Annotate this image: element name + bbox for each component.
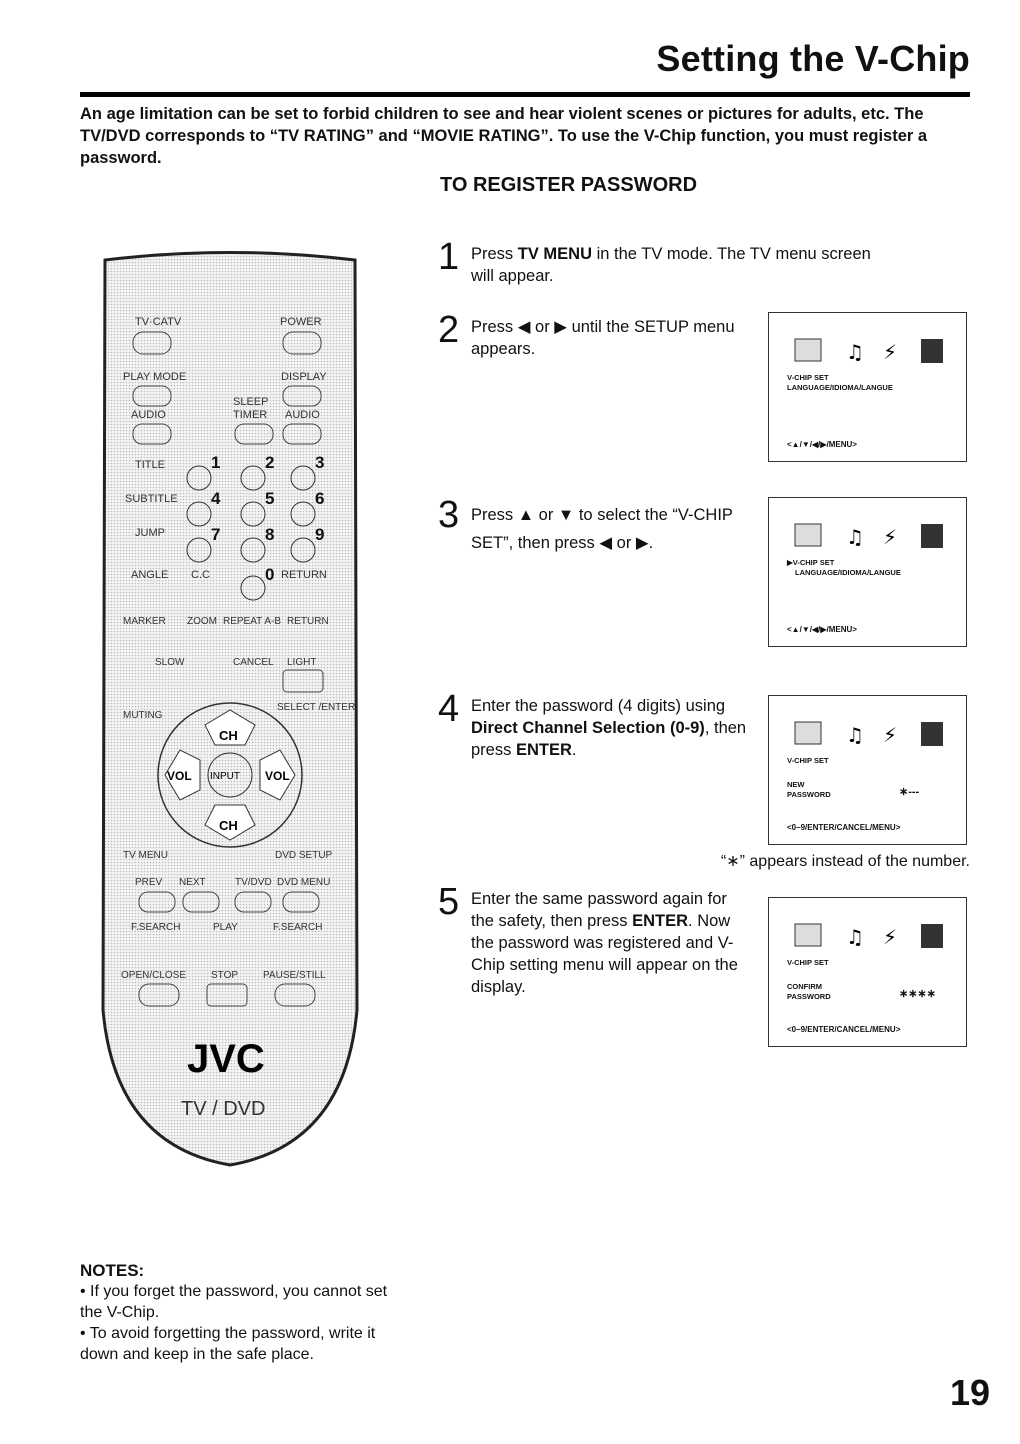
password-confirm-screen bbox=[768, 897, 967, 1047]
step-text: Press TV MENU in the TV mode. The TV menu screen will appear. bbox=[471, 245, 871, 285]
digit-3-label: 3 bbox=[315, 453, 325, 472]
remote-label-muting: MUTING bbox=[123, 710, 163, 721]
asterisk-note: “∗” appears instead of the number. bbox=[720, 853, 970, 870]
remote-label-dvdmenu: DVD MENU bbox=[277, 877, 331, 888]
music-note-icon: ♫ bbox=[846, 525, 864, 549]
remote-label-audio: AUDIO bbox=[131, 409, 166, 421]
digit-4-label: 4 bbox=[211, 489, 221, 508]
digit-5-label: 5 bbox=[265, 489, 275, 508]
remote-label-subtitle: SUBTITLE bbox=[125, 493, 178, 505]
remote-label-search-back: F.SEARCH bbox=[131, 922, 181, 933]
remote-label-audio2: AUDIO bbox=[285, 409, 320, 421]
setup-icon bbox=[921, 339, 943, 363]
menu-line: NEW bbox=[787, 780, 805, 789]
step-text: Enter the password (4 digits) using Direct Channel Selection (0-9), then press ENTER. bbox=[471, 697, 747, 759]
password-value: ∗∗∗∗ bbox=[899, 988, 936, 1000]
step-text: Enter the same password again for the safety, then press ENTER. Now the password was registered and V-Chip setting menu will appear on the display. bbox=[471, 890, 738, 996]
password-value: ∗--- bbox=[899, 786, 920, 798]
digit-8-label: 8 bbox=[265, 525, 275, 544]
digit-0-label: 0 bbox=[265, 565, 275, 584]
menu-line: ▶V-CHIP SET bbox=[787, 558, 835, 567]
step-number: 5 bbox=[438, 881, 460, 923]
step-number: 2 bbox=[438, 309, 460, 351]
remote-label-open: OPEN/CLOSE bbox=[121, 970, 187, 981]
digit-9-label: 9 bbox=[315, 525, 325, 544]
menu-icon-row bbox=[791, 918, 951, 952]
menu-icon-row bbox=[791, 518, 951, 552]
remote-brand-logo: JVC bbox=[187, 1037, 265, 1081]
remote-label-timer: TIMER bbox=[233, 409, 268, 421]
remote-label-return: RETURN bbox=[281, 569, 327, 581]
setup-icon bbox=[921, 722, 943, 746]
note-item: • To avoid forgetting the password, write it down and keep in the safe place. bbox=[80, 1325, 376, 1363]
remote-label-select: SELECT /ENTER bbox=[277, 702, 356, 713]
menu-icon-row bbox=[791, 716, 951, 750]
remote-control-illustration bbox=[95, 240, 365, 1170]
remote-label-marker: MARKER bbox=[123, 616, 166, 627]
picture-icon bbox=[795, 339, 821, 361]
remote-label-return2: RETURN bbox=[287, 616, 329, 627]
remote-label-playmode: PLAY MODE bbox=[123, 371, 187, 383]
menu-line: LANGUAGE/IDIOMA/LANGUE bbox=[795, 568, 901, 577]
picture-icon bbox=[795, 924, 821, 946]
remote-label-power: POWER bbox=[280, 316, 322, 328]
page-title: Setting the V-Chip bbox=[656, 38, 970, 79]
notes-heading: NOTES: bbox=[80, 1261, 145, 1280]
remote-label-slow: SLOW bbox=[155, 657, 185, 668]
menu-icon-row bbox=[791, 333, 951, 367]
setup-icon bbox=[921, 524, 943, 548]
menu-line: V-CHIP SET bbox=[787, 373, 829, 382]
remote-model-label: TV / DVD bbox=[181, 1098, 266, 1120]
antenna-icon: ⚡ bbox=[883, 340, 898, 364]
step-text: Press ▲ or ▼ to select the “V-CHIP SET”, then press ◀ or ▶. bbox=[471, 506, 733, 552]
setup-menu-screen-2 bbox=[768, 497, 967, 647]
remote-label-angle: ANGLE bbox=[131, 569, 169, 581]
menu-footer: <▲/▼/◀/▶/MENU> bbox=[787, 440, 857, 449]
remote-label-dvdsetup: DVD SETUP bbox=[275, 850, 333, 861]
notes-box bbox=[80, 1260, 400, 1365]
digit-2-label: 2 bbox=[265, 453, 275, 472]
antenna-icon: ⚡ bbox=[883, 525, 898, 549]
remote-label-tvdvd: TV/DVD bbox=[235, 877, 272, 888]
music-note-icon: ♫ bbox=[846, 340, 864, 364]
remote-label-sleep: SLEEP bbox=[233, 396, 269, 408]
step-number: 1 bbox=[438, 236, 460, 278]
remote-label-tvmenu: TV MENU bbox=[123, 850, 168, 861]
menu-line: CONFIRM bbox=[787, 982, 822, 991]
menu-line: LANGUAGE/IDIOMA/LANGUE bbox=[787, 383, 893, 392]
page-number: 19 bbox=[949, 1372, 990, 1413]
remote-label-repeat: REPEAT A-B bbox=[223, 616, 281, 627]
step-text: Press ◀ or ▶ until the SETUP menu appears. bbox=[471, 318, 735, 358]
picture-icon bbox=[795, 722, 821, 744]
remote-label-zoom: ZOOM bbox=[187, 616, 217, 627]
menu-line: PASSWORD bbox=[787, 992, 831, 1001]
menu-footer: <0–9/ENTER/CANCEL/MENU> bbox=[787, 1025, 901, 1034]
setup-icon bbox=[921, 924, 943, 948]
remote-label-light: LIGHT bbox=[287, 657, 317, 668]
title-rule bbox=[80, 92, 970, 97]
remote-label-pause: PAUSE/STILL bbox=[263, 970, 326, 981]
menu-footer: <▲/▼/◀/▶/MENU> bbox=[787, 625, 857, 634]
step-number: 3 bbox=[438, 494, 460, 536]
menu-line: PASSWORD bbox=[787, 790, 831, 799]
setup-menu-screen-1 bbox=[768, 312, 967, 462]
intro-paragraph: An age limitation can be set to forbid children to see and hear violent scenes or pictures for adults, etc. The TV/DVD corresponds to “TV RATING” and “MOVIE RATING”. To use the V-Chip function, you must register a password. bbox=[80, 105, 928, 167]
navigation-dial bbox=[158, 703, 302, 847]
remote-label-cancel: CANCEL bbox=[233, 657, 274, 668]
music-note-icon: ♫ bbox=[846, 723, 864, 747]
section-heading: TO REGISTER PASSWORD bbox=[440, 174, 698, 196]
remote-label-display: DISPLAY bbox=[281, 371, 327, 383]
remote-label-jump: JUMP bbox=[135, 527, 165, 539]
remote-label-play: PLAY bbox=[213, 922, 238, 933]
music-note-icon: ♫ bbox=[846, 925, 864, 949]
remote-label-search-fwd: F.SEARCH bbox=[273, 922, 323, 933]
remote-label-stop: STOP bbox=[211, 970, 239, 981]
step-number: 4 bbox=[438, 688, 460, 730]
menu-footer: <0–9/ENTER/CANCEL/MENU> bbox=[787, 823, 901, 832]
dial-ch-up: CH bbox=[219, 728, 238, 743]
remote-label-tvcatv: TV·CATV bbox=[135, 316, 182, 328]
password-entry-screen bbox=[768, 695, 967, 845]
dial-ch-down: CH bbox=[219, 818, 238, 833]
digit-7-label: 7 bbox=[211, 525, 221, 544]
remote-label-cc: C.C bbox=[191, 569, 210, 581]
menu-line: V-CHIP SET bbox=[787, 756, 829, 765]
dial-vol-left: VOL bbox=[167, 769, 192, 783]
remote-label-prev: PREV bbox=[135, 877, 163, 888]
dial-vol-right: VOL bbox=[265, 769, 290, 783]
dial-input: INPUT bbox=[210, 771, 240, 782]
digit-6-label: 6 bbox=[315, 489, 325, 508]
antenna-icon: ⚡ bbox=[883, 723, 898, 747]
digit-1-label: 1 bbox=[211, 453, 221, 472]
note-item: • If you forget the password, you cannot set the V-Chip. bbox=[80, 1283, 388, 1321]
picture-icon bbox=[795, 524, 821, 546]
menu-line: V-CHIP SET bbox=[787, 958, 829, 967]
remote-label-title: TITLE bbox=[135, 459, 165, 471]
antenna-icon: ⚡ bbox=[883, 925, 898, 949]
remote-label-next: NEXT bbox=[179, 877, 206, 888]
